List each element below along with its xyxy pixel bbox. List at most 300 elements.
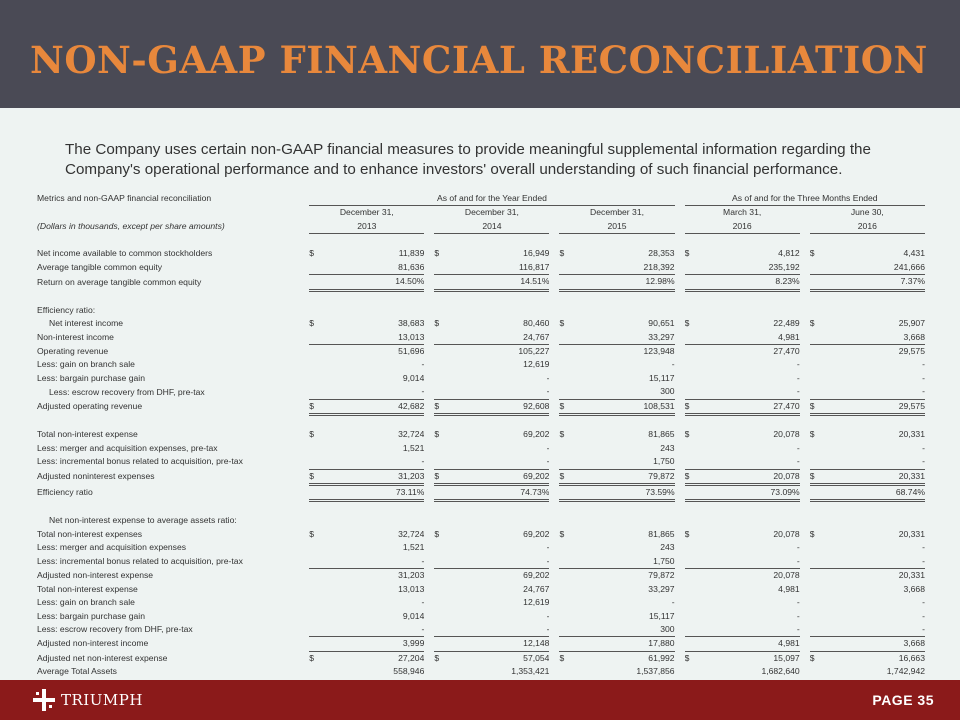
intro-text: The Company uses certain non-GAAP financial measures to provide meaningful supplemental information regarding the Company's operational performance and to enhance investors' overall understanding of such financial performance.	[65, 141, 871, 178]
cell-value: -	[699, 385, 800, 399]
currency-symbol	[309, 665, 323, 678]
row-label: Less: gain on branch sale	[37, 359, 135, 370]
table-row	[37, 610, 925, 623]
spacer-row	[37, 234, 925, 247]
cell-value: 108,531	[573, 399, 674, 414]
row-label: Net interest income	[49, 318, 124, 329]
cell-value: 241,666	[824, 261, 925, 275]
cell-value: 32,724	[398, 528, 425, 539]
row-label: Less: escrow recovery from DHF, pre-tax	[49, 386, 205, 397]
currency-symbol	[309, 569, 323, 583]
cell-value: -	[922, 372, 925, 383]
cell-value: -	[671, 597, 675, 608]
currency-symbol	[685, 623, 699, 637]
cell-value: 3,668	[824, 331, 925, 345]
cell-value	[448, 304, 549, 317]
cell-value: 9,014	[402, 372, 425, 383]
row-label: Adjusted noninterest expenses	[37, 471, 155, 482]
currency-symbol	[685, 358, 699, 371]
currency-symbol	[559, 385, 573, 399]
currency-symbol	[559, 331, 573, 345]
currency-symbol	[810, 455, 824, 469]
currency-symbol: $	[559, 528, 565, 539]
cell-value: 27,470	[773, 345, 800, 356]
currency-symbol: $	[685, 469, 699, 484]
cell-value: 61,992	[648, 652, 675, 663]
currency-symbol	[559, 583, 573, 596]
currency-symbol	[309, 555, 323, 569]
cell-value: 300	[573, 623, 674, 637]
cell-value: 558,946	[393, 666, 425, 677]
cell-value: -	[922, 542, 925, 553]
row-label: Total non-interest expenses	[37, 528, 143, 539]
cell-value: -	[796, 542, 800, 553]
table-row	[37, 304, 925, 317]
cell-value: 90,651	[648, 318, 675, 329]
currency-symbol	[309, 344, 323, 358]
cell-value: 81,865	[648, 429, 675, 440]
cell-value: 20,331	[898, 570, 925, 581]
currency-symbol	[685, 331, 699, 345]
cell-value: 31,203	[323, 469, 424, 484]
row-label: Efficiency ratio	[37, 486, 93, 497]
currency-symbol	[685, 514, 699, 527]
row-label: Less: bargain purchase gain	[37, 372, 145, 383]
cell-value: -	[824, 455, 925, 469]
cell-value: -	[699, 623, 800, 637]
currency-symbol: $	[685, 399, 699, 414]
currency-symbol	[434, 275, 448, 290]
table-row	[37, 344, 925, 358]
table-header-dates	[37, 206, 925, 220]
table-row	[37, 569, 925, 583]
currency-symbol	[810, 358, 824, 371]
currency-symbol	[309, 385, 323, 399]
currency-symbol	[434, 372, 448, 385]
cell-value	[824, 304, 925, 317]
currency-symbol	[810, 275, 824, 290]
spacer-row	[37, 501, 925, 514]
table-row	[37, 541, 925, 554]
table-row	[37, 596, 925, 609]
currency-symbol	[559, 484, 573, 500]
cell-value: -	[824, 623, 925, 637]
cell-value: -	[323, 385, 424, 399]
cell-value: 123,948	[643, 345, 675, 356]
currency-symbol: $	[809, 528, 815, 539]
table-row	[37, 261, 925, 275]
cell-value: 1,750	[573, 555, 674, 569]
currency-symbol	[309, 610, 323, 623]
units-note: (Dollars in thousands, except per share amounts)	[37, 221, 225, 232]
currency-symbol	[810, 442, 824, 455]
currency-symbol	[810, 484, 824, 500]
currency-symbol	[810, 372, 824, 385]
row-label: Operating revenue	[37, 345, 109, 356]
currency-symbol	[685, 385, 699, 399]
cell-value: 69,202	[523, 570, 550, 581]
currency-symbol	[434, 358, 448, 371]
cell-value: 9,014	[402, 610, 425, 621]
table-row	[37, 358, 925, 371]
currency-symbol	[434, 623, 448, 637]
table-caption: Metrics and non-GAAP financial reconciliation	[37, 193, 212, 204]
row-label: Less: escrow recovery from DHF, pre-tax	[37, 624, 193, 635]
currency-symbol	[559, 304, 573, 317]
page-title: NON-GAAP FINANCIAL RECONCILIATION	[30, 38, 928, 82]
currency-symbol	[309, 358, 323, 371]
cell-value	[699, 514, 800, 527]
cell-value: 20,331	[898, 528, 925, 539]
currency-symbol: $	[434, 318, 440, 329]
header-bar	[0, 0, 960, 108]
column-date: December 31,	[464, 207, 519, 218]
currency-symbol	[685, 569, 699, 583]
cell-value: 3,668	[903, 583, 925, 594]
currency-symbol	[559, 610, 573, 623]
currency-symbol	[685, 372, 699, 385]
cell-value: 73.11%	[323, 484, 424, 500]
cell-value: 20,078	[773, 528, 800, 539]
cell-value: 68.74%	[824, 484, 925, 500]
currency-symbol	[559, 569, 573, 583]
group-year-ended: As of and for the Year Ended	[309, 192, 674, 206]
currency-symbol	[559, 275, 573, 290]
cell-value: 218,392	[573, 261, 674, 275]
cell-value: 14.51%	[448, 275, 549, 290]
cell-value: -	[922, 597, 925, 608]
table-row	[37, 651, 925, 665]
cell-value: -	[796, 597, 800, 608]
currency-symbol: $	[309, 248, 315, 259]
table-row	[37, 484, 925, 500]
cell-value: 73.09%	[699, 484, 800, 500]
currency-symbol: $	[559, 318, 565, 329]
currency-symbol	[309, 275, 323, 290]
row-label: Efficiency ratio:	[37, 304, 96, 315]
table-header-groups	[37, 192, 925, 206]
cell-value: 1,521	[402, 542, 425, 553]
cell-value: 28,353	[648, 248, 675, 259]
currency-symbol	[559, 358, 573, 371]
currency-symbol	[810, 596, 824, 609]
cell-value: 29,575	[824, 399, 925, 414]
cell-value: -	[421, 359, 425, 370]
cell-value: 81,865	[648, 528, 675, 539]
cell-value: 1,521	[402, 442, 425, 453]
cell-value: -	[671, 359, 675, 370]
currency-symbol	[559, 665, 573, 678]
cell-value: -	[796, 359, 800, 370]
currency-symbol	[810, 261, 824, 275]
currency-symbol	[434, 569, 448, 583]
currency-symbol	[559, 344, 573, 358]
table-row	[37, 331, 925, 345]
row-label: Return on average tangible common equity	[37, 276, 202, 287]
table-row	[37, 247, 925, 260]
cell-value: 3,999	[323, 637, 424, 651]
column-date: December 31,	[590, 207, 645, 218]
cell-value: 4,981	[699, 637, 800, 651]
currency-symbol	[309, 484, 323, 500]
spacer-row	[37, 290, 925, 303]
cell-value	[448, 514, 549, 527]
table-row	[37, 469, 925, 484]
column-year: 2016	[810, 220, 925, 234]
currency-symbol: $	[684, 248, 690, 259]
currency-symbol: $	[434, 429, 440, 440]
currency-symbol	[309, 623, 323, 637]
cell-value: -	[323, 555, 424, 569]
currency-symbol	[309, 442, 323, 455]
currency-symbol	[434, 304, 448, 317]
cell-value: 69,202	[523, 429, 550, 440]
currency-symbol: $	[809, 248, 815, 259]
column-year: 2016	[685, 220, 800, 234]
currency-symbol	[685, 665, 699, 678]
currency-symbol	[434, 261, 448, 275]
cell-value: 92,608	[448, 399, 549, 414]
currency-symbol	[559, 455, 573, 469]
currency-symbol	[434, 541, 448, 554]
currency-symbol	[685, 583, 699, 596]
currency-symbol	[685, 261, 699, 275]
table-row	[37, 317, 925, 330]
currency-symbol	[309, 637, 323, 651]
cell-value: -	[448, 555, 549, 569]
currency-symbol: $	[309, 469, 323, 484]
cell-value: -	[546, 442, 550, 453]
cell-value	[824, 514, 925, 527]
cell-value: 1,537,856	[636, 666, 675, 677]
cell-value: 7.37%	[824, 275, 925, 290]
currency-symbol: $	[309, 528, 315, 539]
currency-symbol	[810, 583, 824, 596]
cell-value: 79,872	[648, 570, 675, 581]
cell-value: 69,202	[523, 528, 550, 539]
cell-value: -	[922, 442, 925, 453]
cell-value: -	[323, 623, 424, 637]
group-three-months: As of and for the Three Months Ended	[685, 192, 925, 206]
currency-symbol	[309, 261, 323, 275]
cell-value	[699, 304, 800, 317]
row-label: Total non-interest expense	[37, 583, 138, 594]
table-row	[37, 275, 925, 290]
currency-symbol	[810, 555, 824, 569]
cell-value: 13,013	[398, 583, 425, 594]
cell-value: 74.73%	[448, 484, 549, 500]
cell-value: 1,353,421	[511, 666, 550, 677]
currency-symbol	[309, 514, 323, 527]
table-row	[37, 442, 925, 455]
table-row	[37, 385, 925, 399]
cell-value: 80,460	[523, 318, 550, 329]
cell-value: 116,817	[448, 261, 549, 275]
footer-bar	[0, 680, 960, 720]
currency-symbol: $	[810, 399, 824, 414]
row-label: Less: merger and acquisition expenses	[37, 542, 187, 553]
currency-symbol	[559, 596, 573, 609]
table-row	[37, 665, 925, 678]
cell-value: 1,750	[573, 455, 674, 469]
triumph-cross-icon	[33, 689, 55, 711]
currency-symbol	[559, 623, 573, 637]
cell-value: 20,078	[773, 429, 800, 440]
currency-symbol	[434, 637, 448, 651]
currency-symbol: $	[309, 399, 323, 414]
cell-value: 51,696	[398, 345, 425, 356]
cell-value: 20,331	[898, 429, 925, 440]
cell-value: 300	[573, 385, 674, 399]
currency-symbol	[810, 569, 824, 583]
cell-value: 33,297	[648, 583, 675, 594]
cell-value: 81,636	[323, 261, 424, 275]
cell-value: 38,683	[398, 318, 425, 329]
table-row	[37, 514, 925, 527]
cell-value: 4,812	[778, 248, 800, 259]
currency-symbol: $	[434, 652, 440, 663]
row-label: Adjusted operating revenue	[37, 401, 143, 412]
cell-value: 12,619	[523, 597, 550, 608]
cell-value	[323, 514, 424, 527]
currency-symbol	[309, 541, 323, 554]
currency-symbol: $	[309, 429, 315, 440]
cell-value: -	[796, 610, 800, 621]
currency-symbol: $	[309, 652, 315, 663]
cell-value: 15,117	[648, 610, 675, 621]
column-date: June 30,	[850, 207, 884, 218]
cell-value: 11,839	[398, 248, 425, 259]
currency-symbol	[434, 555, 448, 569]
currency-symbol	[559, 372, 573, 385]
row-label: Non-interest income	[37, 331, 114, 342]
row-label: Less: incremental bonus related to acquisition, pre-tax	[37, 555, 243, 566]
row-label: Adjusted non-interest expense	[37, 569, 154, 580]
currency-symbol	[685, 637, 699, 651]
currency-symbol	[810, 637, 824, 651]
row-label: Less: bargain purchase gain	[37, 610, 145, 621]
cell-value: 27,204	[398, 652, 425, 663]
cell-value: -	[796, 372, 800, 383]
currency-symbol	[810, 385, 824, 399]
currency-symbol	[434, 344, 448, 358]
cell-value: 33,297	[573, 331, 674, 345]
cell-value: 29,575	[898, 345, 925, 356]
currency-symbol	[434, 514, 448, 527]
currency-symbol	[685, 555, 699, 569]
cell-value: -	[699, 555, 800, 569]
cell-value	[323, 304, 424, 317]
row-label: Average Total Assets	[37, 666, 117, 677]
cell-value: 243	[660, 442, 675, 453]
cell-value: 235,192	[699, 261, 800, 275]
cell-value: 25,907	[898, 318, 925, 329]
cell-value: -	[824, 385, 925, 399]
currency-symbol	[685, 344, 699, 358]
currency-symbol	[434, 385, 448, 399]
cell-value	[573, 514, 674, 527]
currency-symbol: $	[559, 248, 565, 259]
currency-symbol	[685, 610, 699, 623]
currency-symbol: $	[809, 429, 815, 440]
row-label: Less: merger and acquisition expenses, pre-tax	[37, 442, 218, 453]
cell-value: 69,202	[448, 469, 549, 484]
cell-value: 20,078	[773, 570, 800, 581]
currency-symbol	[434, 665, 448, 678]
cell-value: -	[546, 372, 550, 383]
cell-value: 16,949	[523, 248, 550, 259]
cell-value: -	[546, 542, 550, 553]
currency-symbol	[559, 541, 573, 554]
currency-symbol: $	[810, 469, 824, 484]
cell-value: 24,767	[523, 583, 550, 594]
table-row	[37, 455, 925, 469]
cell-value: 14.50%	[323, 275, 424, 290]
currency-symbol	[810, 665, 824, 678]
currency-symbol: $	[559, 429, 565, 440]
logo-text: TRIUMPH	[61, 691, 143, 709]
column-year: 2013	[309, 220, 424, 234]
cell-value: -	[699, 455, 800, 469]
currency-symbol	[309, 331, 323, 345]
cell-value: 8.23%	[699, 275, 800, 290]
table-row	[37, 399, 925, 414]
currency-symbol	[685, 304, 699, 317]
cell-value: -	[922, 610, 925, 621]
cell-value: 17,880	[573, 637, 674, 651]
cell-value: 13,013	[323, 331, 424, 345]
cell-value: 16,663	[898, 652, 925, 663]
cell-value: 15,097	[773, 652, 800, 663]
row-label: Adjusted net non-interest expense	[37, 652, 168, 663]
currency-symbol	[810, 344, 824, 358]
currency-symbol: $	[684, 318, 690, 329]
currency-symbol: $	[309, 318, 315, 329]
cell-value: 20,331	[824, 469, 925, 484]
currency-symbol	[434, 455, 448, 469]
currency-symbol: $	[559, 652, 565, 663]
currency-symbol: $	[684, 429, 690, 440]
currency-symbol	[685, 541, 699, 554]
currency-symbol: $	[684, 652, 690, 663]
currency-symbol	[685, 484, 699, 500]
row-label: Less: gain on branch sale	[37, 597, 135, 608]
currency-symbol: $	[434, 248, 440, 259]
currency-symbol	[559, 261, 573, 275]
currency-symbol	[309, 304, 323, 317]
column-date: December 31,	[339, 207, 394, 218]
cell-value: 1,682,640	[761, 666, 800, 677]
table-header-years	[37, 220, 925, 234]
currency-symbol	[434, 442, 448, 455]
cell-value: 105,227	[518, 345, 550, 356]
row-label: Net non-interest expense to average assets ratio:	[49, 515, 237, 526]
cell-value: -	[546, 610, 550, 621]
cell-value: -	[448, 455, 549, 469]
currency-symbol: $	[559, 469, 573, 484]
cell-value: 27,470	[699, 399, 800, 414]
cell-value: 12.98%	[573, 275, 674, 290]
currency-symbol: $	[434, 399, 448, 414]
row-label: Total non-interest expense	[37, 429, 138, 440]
cell-value: 73.59%	[573, 484, 674, 500]
cell-value: -	[323, 455, 424, 469]
currency-symbol	[559, 442, 573, 455]
currency-symbol	[810, 541, 824, 554]
spacer-row	[37, 415, 925, 428]
table-row	[37, 583, 925, 596]
currency-symbol	[685, 596, 699, 609]
